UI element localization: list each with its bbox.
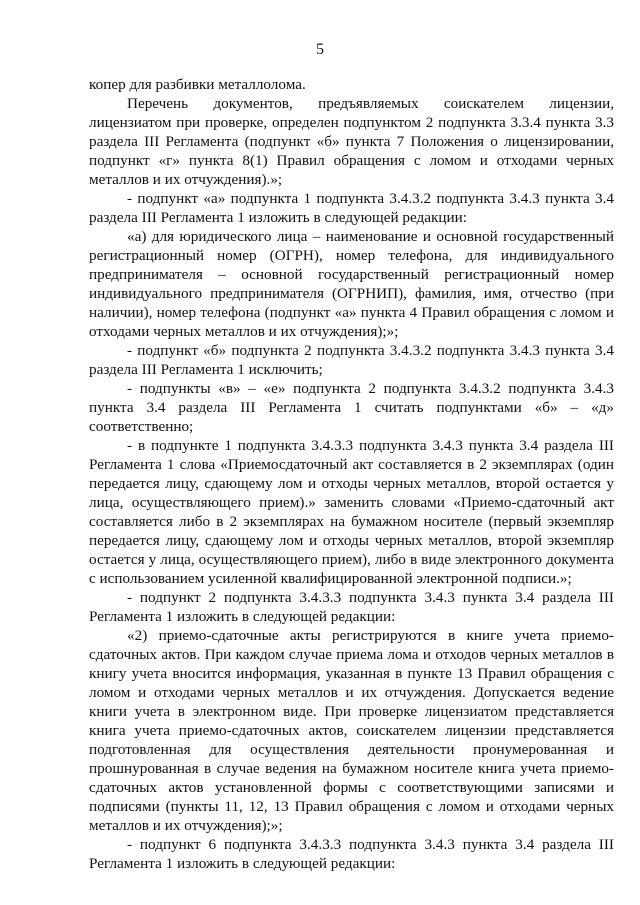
paragraph-amendment-acceptance-act: - в подпункте 1 подпункта 3.4.3.3 подпункта 3.4.3 пункта 3.4 раздела III Регламента 1 слова «Приемосдаточный акт составляется в 2 экземплярах (один передается лицу, сдающему лом и отходы черных металлов, второй остается у лица, осуществляющего прием).» заменить словами «Приемо-сдаточный акт составляется либо в 2 экземплярах на бумажном носителе (первый экземпляр передается лицу, сдающему лом и отходы черных металлов, второй экземпляр остается у лица, осуществляющего прием), либо в виде электронного документа с использованием усиленной квалифицированной электронной подписи.»; [89,437,614,587]
paragraph-amendment-renumber: - подпункты «в» – «е» подпункта 2 подпункта 3.4.3.2 подпункта 3.4.3 пункта 3.4 раздела III Регламента 1 считать подпунктами «б» – «д» соответственно; [89,380,614,435]
paragraph-document-list: Перечень документов, предъявляемых соискателем лицензии, лицензиатом при проверке, определен подпунктом 2 подпункта 3.3.4 пункта 3.3 раздела III Регламента (подпункт «б» пункта 7 Положения о лицензировании, подпункт «г» пункта 8(1) Правил обращения с ломом и отходами черных металлов и их отчуждения).»; [89,95,614,188]
paragraph-amendment-b-exclude: - подпункт «б» подпункта 2 подпункта 3.4.3.2 подпункта 3.4.3 пункта 3.4 раздела III Регламента 1 исключить; [89,342,614,378]
paragraph-continuation: копер для разбивки металлолома. [89,76,306,93]
paragraph-amendment-6: - подпункт 6 подпункта 3.4.3.3 подпункта 3.4.3 пункта 3.4 раздела III Регламента 1 изложить в следующей редакции: [89,836,614,872]
paragraph-quoted-2: «2) приемо-сдаточные акты регистрируются в книге учета приемо-сдаточных актов. При каждом случае приема лома и отходов черных металлов в книгу учета вносится информация, указанная в пункте 13 Правил обращения с ломом и отходами черных металлов и их отчуждения. Допускается ведение книги учета в электронном виде. При проверке лицензиатом представляется книга учета приемо-сдаточных актов, соискателем лицензии представляется подготовленная для осуществления деятельности пронумерованная и прошнурованная в случае ведения на бумажном носителе книга учета приемо-сдаточных актов установленной формы с соответствующими записями и подписями (пункты 11, 12, 13 Правил обращения с ломом и отходами черных металлов и их отчуждения);»; [89,627,614,834]
paragraph-quoted-a: «а) для юридического лица – наименование и основной государственный регистрационный номер (ОГРН), номер телефона, для индивидуального предпринимателя – основной государственный регистрационный номер индивидуального предпринимателя (ОГРНИП), фамилия, имя, отчество (при наличии), номер телефона (подпункт «а» пункта 4 Правил обращения с ломом и отходами черных металлов и их отчуждения);»; [89,228,614,340]
document-body [89,75,614,873]
paragraph-amendment-a: - подпункт «а» подпункта 1 подпункта 3.4.3.2 подпункта 3.4.3 пункта 3.4 раздела III Регламента 1 изложить в следующей редакции: [89,190,614,226]
paragraph-amendment-2: - подпункт 2 подпункта 3.4.3.3 подпункта 3.4.3 пункта 3.4 раздела III Регламента 1 изложить в следующей редакции: [89,589,614,625]
page-number: 5 [316,41,324,58]
